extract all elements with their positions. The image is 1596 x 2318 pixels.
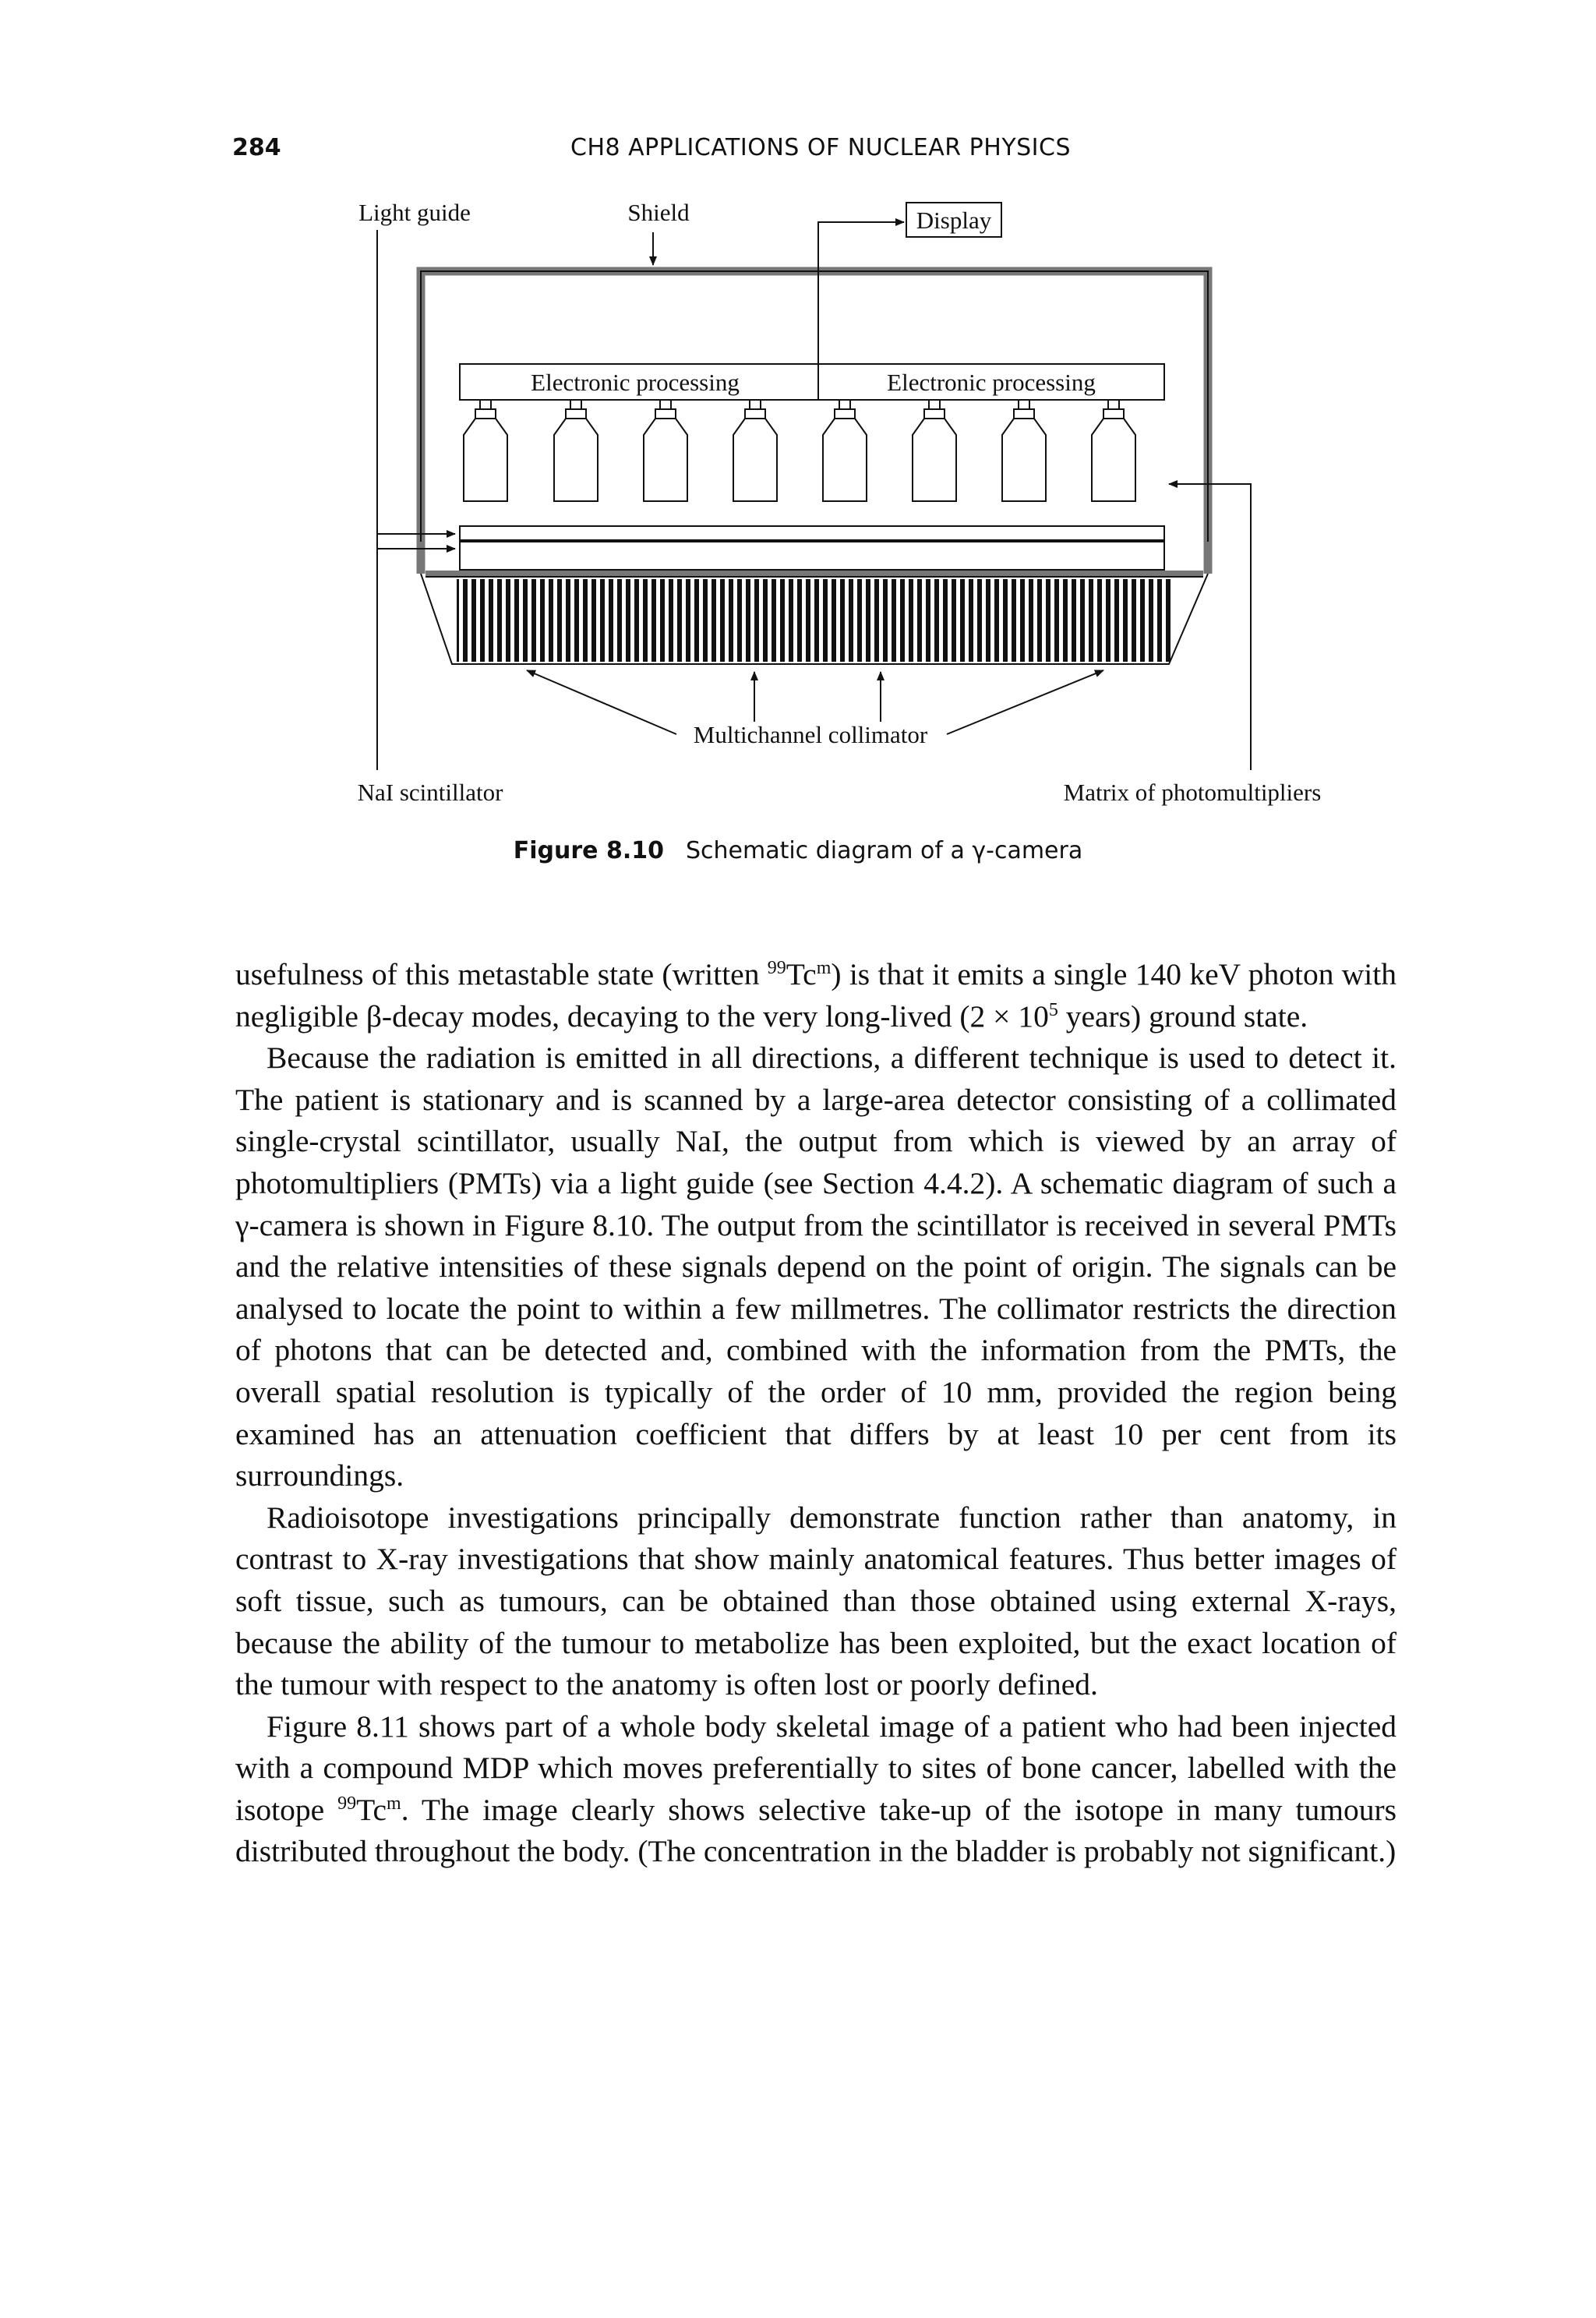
multichannel-collimator [457,579,1171,662]
body-text [235,954,1396,1873]
light-guide-label: Light guide [358,199,471,226]
page-number: 284 [232,134,281,161]
photomultiplier-tube [464,400,507,501]
figure-caption-text: Schematic diagram of a γ-camera [685,837,1083,864]
paragraph-4: Figure 8.11 shows part of a whole body skeletal image of a patient who had been injected with a compound MDP which moves preferentially to sites of bone cancer, labelled with the isotope $^{99}$Tc$^m$. The image clearly shows selective take-up of the isotope in many tumours distributed throughout the body. (The concentration in the bladder is probably not significant.) [235,1708,1396,1869]
shield-label: Shield [627,199,690,226]
nai-scintillator [460,542,1164,570]
paragraph-3: Radioisotope investigations principally demonstrate function rather than anatomy, in contrast to X-ray investigations that show mainly anatomical features. Thus better images of soft tissue, such as tumours, can be obtained than those obtained using external X-rays, because the ability of the tumour to metabolize has been exploited, but the exact location of the tumour with respect to the anatomy is often lost or poorly defined. [235,1500,1396,1702]
electronic-processing-right-label: Electronic processing [887,369,1096,396]
figure-caption [0,837,1596,864]
paragraph-2: Because the radiation is emitted in all directions, a different technique is used to detect it. The patient is stationary and is scanned by a large-area detector consisting of a collimated single-crystal scintillator, usually NaI, the output from which is viewed by an array of photomultipliers (PMTs) via a light guide (see Section 4.4.2). A schematic diagram of such a γ-camera is shown in Figure 8.10. The output from the scintillator is received in several PMTs and the relative intensities of these signals depend on the point of origin. The signals can be analysed to locate the point to within a few millmetres. The collimator restricts the direction of photons that can be detected and, combined with the information from the PMTs, the overall spatial resolution is typically of the order of 10 mm, provided the region being examined has an attenuation coefficient that differs by at least 10 per cent from its surroundings. [235,1041,1396,1493]
nai-scintillator-label: NaI scintillator [357,779,503,806]
figure-caption-label: Figure 8.10 [513,837,664,864]
display-label: Display [916,207,992,234]
gamma-camera-figure [0,187,1596,881]
collimator-label: Multichannel collimator [693,721,928,748]
paragraph-1: usefulness of this metastable state (written $^{99}$Tc$^m$) is that it emits a single 140 keV photon with negligible β-decay modes, decaying to the very long-lived ($2 \times 10^5$ years) ground state. [235,957,1396,1034]
light-guide [460,526,1164,540]
page-header [232,134,1395,173]
photomultipliers-label: Matrix of photomultipliers [1063,779,1322,806]
electronic-processing-left-label: Electronic processing [531,369,740,396]
photomultiplier-array [464,400,1135,501]
gamma-camera-diagram [0,187,1596,834]
running-head: CH8 APPLICATIONS OF NUCLEAR PHYSICS [570,134,1072,161]
